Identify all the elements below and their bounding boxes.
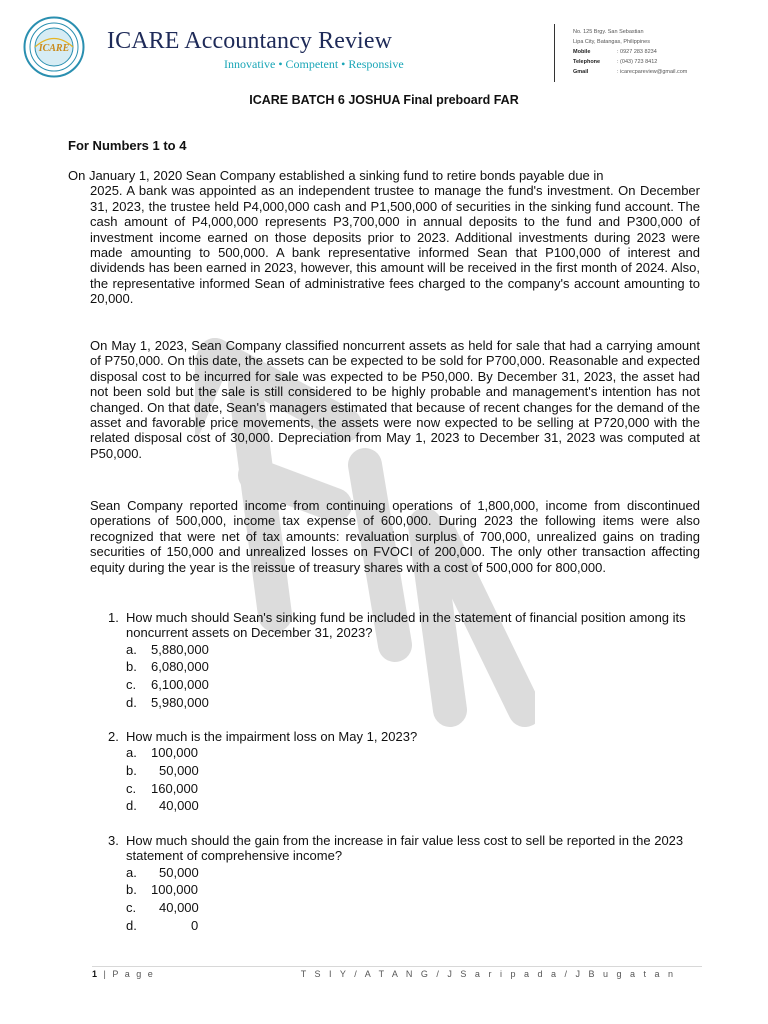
choice-value: 50,000 [159,864,199,880]
paragraph-1-first-line: On January 1, 2020 Sean Company established a sinking fund to retire bonds payable due in [68,168,604,183]
question-2-stem [108,729,700,744]
footer-page-label [92,969,155,979]
header-divider [554,24,555,82]
question-2-choices [108,744,700,814]
choice-letter: a. [126,641,137,657]
mobile-value: : 0927 283 8234 [617,49,657,55]
choice-value: 0 [191,917,199,933]
icare-seal-logo [23,16,85,78]
question-1-text: How much should Sean's sinking fund be included in the statement of financial position among its noncurrent assets on December 31, 2023? [126,610,686,641]
choice-letter: d. [126,917,137,933]
choice-value: 100,000 [151,745,198,761]
choice-value: 40,000 [159,798,199,814]
question-1-choices [108,641,700,711]
choice-2c[interactable] [126,780,700,798]
choice-2b[interactable] [126,762,700,780]
choice-value: 160,000 [151,780,198,796]
contact-block [573,27,687,77]
choice-3d[interactable] [126,917,700,935]
address-line-1: No. 125 Brgy. San Sebastian [573,29,644,35]
gmail-value: : icarecpareview@gmail.com [617,69,688,75]
page-number: 1 [92,969,100,979]
footer-authors: T S I Y / A T A N G / J S a r i p a d a / J B u g a t a n [300,969,676,979]
choice-value: 5,880,000 [151,641,209,657]
brand-tagline: Innovative • Competent • Responsive [224,57,404,71]
page-word: | P a g e [103,969,155,979]
choice-1d[interactable] [126,694,700,712]
mobile-row [573,47,687,57]
svg-text:ICARE: ICARE [38,43,70,54]
question-1-stem [108,610,700,641]
choice-2d[interactable] [126,797,700,815]
choice-letter: d. [126,798,137,814]
question-3-stem [108,833,700,864]
question-3-number: 3. [108,833,119,848]
question-2 [108,729,700,815]
choice-letter: b. [126,763,137,778]
choice-2a[interactable] [126,744,700,762]
telephone-label: Telephone [573,59,601,65]
choice-value: 5,980,000 [151,694,209,710]
choice-letter: b. [126,882,137,898]
question-1 [108,610,700,711]
question-2-text: How much is the impairment loss on May 1, 2023? [126,729,418,744]
choice-letter: b. [126,659,137,675]
question-1-number: 1. [108,610,119,625]
choice-value: 6,100,000 [151,677,209,692]
mobile-label: Mobile [573,49,591,55]
question-3 [108,833,700,934]
document-title: ICARE BATCH 6 JOSHUA Final preboard FAR [249,93,519,107]
paragraph-income: Sean Company reported income from continuing operations of 1,800,000, income from discontinued operations of 500,000, income tax expense of 600,000. During 2023 the following items were also recognized that were net of tax amounts: revaluation surplus of 700,000, unrealized gains on trading securities of 150,000 and unrealized losses on FVOCI of 200,000. The only other transaction affecting equity during the year is the reissue of treasury shares with a cost of 500,000 for 800,000. [90,498,700,575]
choice-value: 6,080,000 [151,659,209,675]
paragraph-sinking-fund [68,168,700,307]
choice-value: 100,000 [151,882,198,898]
paragraph-held-for-sale: On May 1, 2023, Sean Company classified noncurrent assets as held for sale that had a carrying amount of P750,000. On this date, the assets can be expected to be sold for P700,000. Reasonable and expected disposal cost to be incurred for sale was expected to be P50,000. By December 31, 2023, the asset had not been sold but the sale is still considered to be highly probable and management's intention has not changed. On that date, Sean's managers estimated that because of recent changes for the demand of the asset and favorable price movements, the assets were now expected to be selling at P720,000 with the related disposal cost of 30,000. Depreciation from May 1, 2023 to December 31, 2023 was computed at P50,000. [90,338,700,461]
choice-3b[interactable] [126,881,700,899]
telephone-row [573,57,687,67]
footer-rule [92,966,702,967]
choice-1c[interactable] [126,676,700,694]
choice-1b[interactable] [126,658,700,676]
brand-title: ICARE Accountancy Review [107,28,392,54]
paragraph-1-rest: 2025. A bank was appointed as an independent trustee to manage the fund's investment. On December 31, 2023, the trustee held P4,000,000 cash and P1,500,000 of securities in the sinking fund account. The cash amount of P4,000,000 represents P3,700,000 in annual deposits to the fund and P300,000 of investment income earned on those deposits prior to 2023. Additional investments during 2023 were made amounting to 500,000. A bank representative informed Sean that P100,000 of interest and dividends has been earned in 2023, however, this amount will be received in the first month of 2024. Also, the representative informed Sean of administrative fees charged to the company's account amounting to 20,000. [90,183,700,307]
section-heading: For Numbers 1 to 4 [68,138,187,153]
choice-letter: c. [126,900,137,915]
choice-3c[interactable] [126,899,700,917]
gmail-label: Gmail [573,69,589,75]
choice-value: 40,000 [159,900,199,915]
choice-letter: c. [126,677,137,692]
question-3-text: How much should the gain from the increase in fair value less cost to sell be reported in the 2023 statement of comprehensive income? [126,833,684,864]
choice-letter: c. [126,780,137,796]
address-line-2: Lipa City, Batangas, Philippines [573,39,650,45]
choice-1a[interactable] [126,641,700,659]
choice-letter: a. [126,745,137,761]
choice-letter: d. [126,694,137,710]
question-2-number: 2. [108,729,119,744]
question-3-choices [108,864,700,934]
choice-value: 50,000 [159,763,199,778]
telephone-value: : (043) 723 8412 [617,59,658,65]
gmail-row [573,67,687,77]
choice-letter: a. [126,864,137,880]
choice-3a[interactable] [126,864,700,882]
